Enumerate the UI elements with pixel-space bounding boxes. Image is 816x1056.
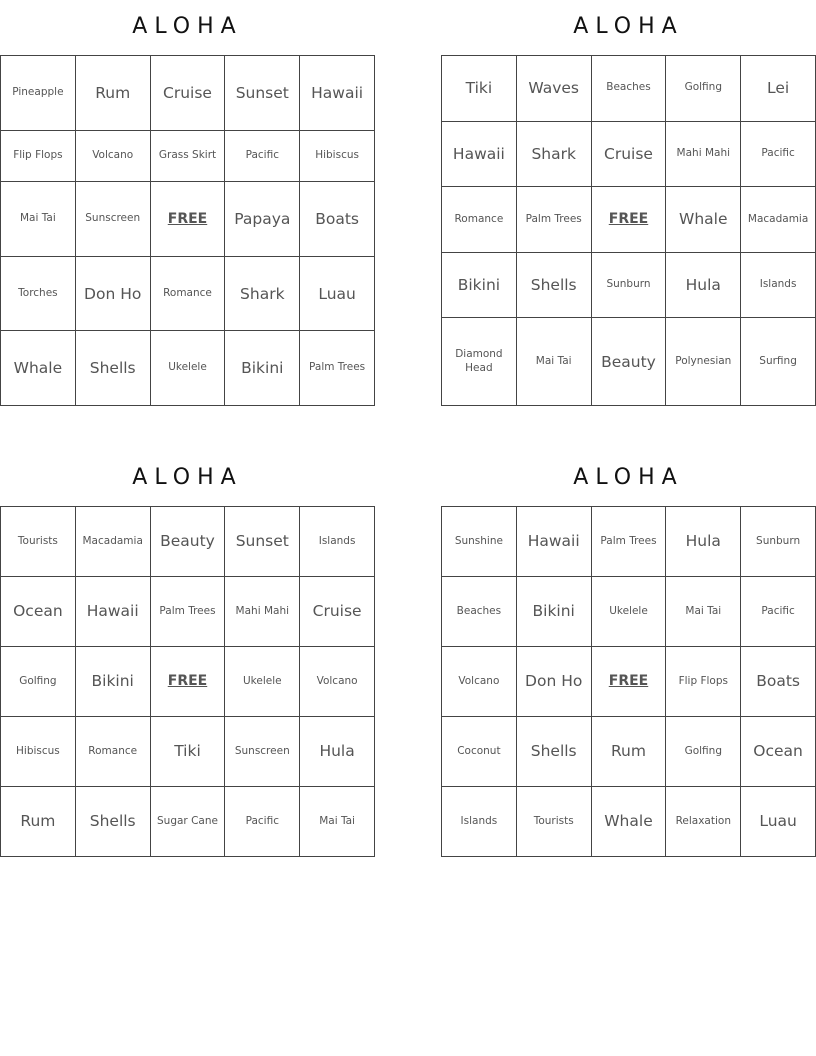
- bingo-cell: Rum: [591, 717, 666, 787]
- bingo-cell: Sugar Cane: [150, 787, 225, 857]
- bingo-cell: Romance: [75, 717, 150, 787]
- bingo-cell: Tiki: [442, 56, 517, 122]
- bingo-cell: Hula: [300, 717, 375, 787]
- grid-row: [442, 647, 816, 717]
- bingo-cell: Volcano: [442, 647, 517, 717]
- bingo-cell: Luau: [300, 256, 375, 331]
- bingo-cell: Pacific: [225, 787, 300, 857]
- bingo-cell: Islands: [741, 252, 816, 318]
- bingo-cell: Whale: [1, 331, 76, 406]
- bingo-cell: Luau: [741, 787, 816, 857]
- bingo-cell: Cruise: [591, 121, 666, 187]
- bingo-cell: Don Ho: [75, 256, 150, 331]
- bingo-cell: Pacific: [225, 130, 300, 182]
- bingo-cell: Beauty: [150, 507, 225, 577]
- grid-row: [442, 318, 816, 406]
- grid-row: [442, 717, 816, 787]
- bingo-cell: Cruise: [150, 56, 225, 131]
- bingo-cell: Mai Tai: [300, 787, 375, 857]
- bingo-cell: Shells: [516, 717, 591, 787]
- bingo-cell: Rum: [75, 56, 150, 131]
- bingo-cell: Hawaii: [516, 507, 591, 577]
- grid-row: [1, 507, 375, 577]
- bingo-cell: Sunscreen: [75, 182, 150, 257]
- grid-row: [1, 331, 375, 406]
- free-space-cell: FREE: [591, 647, 666, 717]
- card-title: ALOHA: [132, 14, 243, 39]
- bingo-cell: Bikini: [225, 331, 300, 406]
- bingo-grid: [441, 506, 816, 857]
- bingo-cell: Beaches: [442, 577, 517, 647]
- bingo-cell: Macadamia: [75, 507, 150, 577]
- bingo-grid: [441, 55, 816, 406]
- bingo-cell: Islands: [442, 787, 517, 857]
- bingo-cell: Mai Tai: [666, 577, 741, 647]
- bingo-cell: Boats: [741, 647, 816, 717]
- bingo-cell: Golfing: [666, 717, 741, 787]
- bingo-cell: Romance: [442, 187, 517, 253]
- bingo-cell: Diamond Head: [442, 318, 517, 406]
- card-title: ALOHA: [573, 465, 684, 490]
- bingo-cell: Hawaii: [300, 56, 375, 131]
- grid-row: [1, 182, 375, 257]
- bingo-cell: Polynesian: [666, 318, 741, 406]
- bingo-cell: Mai Tai: [1, 182, 76, 257]
- bingo-cell: Shells: [75, 787, 150, 857]
- bingo-cell: Ukelele: [150, 331, 225, 406]
- bingo-cell: Rum: [1, 787, 76, 857]
- bingo-cell: Waves: [516, 56, 591, 122]
- bingo-cell: Sunset: [225, 507, 300, 577]
- bingo-cell: Golfing: [666, 56, 741, 122]
- bingo-cell: Shells: [516, 252, 591, 318]
- bingo-cell: Macadamia: [741, 187, 816, 253]
- grid-row: [1, 130, 375, 182]
- bingo-cell: Whale: [591, 787, 666, 857]
- bingo-cell: Sunshine: [442, 507, 517, 577]
- bingo-cell: Sunburn: [741, 507, 816, 577]
- grid-row: [1, 787, 375, 857]
- bingo-cell: Hula: [666, 507, 741, 577]
- bingo-cell: Torches: [1, 256, 76, 331]
- card-title: ALOHA: [573, 14, 684, 39]
- bingo-cell: Pacific: [741, 121, 816, 187]
- bingo-cell: Shells: [75, 331, 150, 406]
- grid-row: [442, 252, 816, 318]
- bingo-cell: Flip Flops: [1, 130, 76, 182]
- bingo-cell: Beaches: [591, 56, 666, 122]
- bingo-cell: Mahi Mahi: [666, 121, 741, 187]
- bingo-cell: Mai Tai: [516, 318, 591, 406]
- bingo-cell: Shark: [225, 256, 300, 331]
- bingo-cell: Hibiscus: [300, 130, 375, 182]
- grid-row: [1, 717, 375, 787]
- bingo-cell: Romance: [150, 256, 225, 331]
- bingo-cell: Bikini: [442, 252, 517, 318]
- bingo-cell: Grass Skirt: [150, 130, 225, 182]
- grid-row: [442, 121, 816, 187]
- bingo-cell: Shark: [516, 121, 591, 187]
- bingo-cell: Whale: [666, 187, 741, 253]
- bingo-cell: Boats: [300, 182, 375, 257]
- bingo-grid: [0, 55, 375, 406]
- bingo-cell: Bikini: [75, 647, 150, 717]
- bingo-cell: Hula: [666, 252, 741, 318]
- bingo-cell: Tourists: [516, 787, 591, 857]
- bingo-cell: Mahi Mahi: [225, 577, 300, 647]
- bingo-cell: Beauty: [591, 318, 666, 406]
- bingo-cell: Volcano: [75, 130, 150, 182]
- bingo-cell: Pacific: [741, 577, 816, 647]
- bingo-cell: Coconut: [442, 717, 517, 787]
- free-space-cell: FREE: [150, 182, 225, 257]
- bingo-cell: Ocean: [741, 717, 816, 787]
- bingo-cell: Cruise: [300, 577, 375, 647]
- bingo-cell: Islands: [300, 507, 375, 577]
- grid-row: [442, 507, 816, 577]
- bingo-cell: Ukelele: [591, 577, 666, 647]
- bingo-cell: Tiki: [150, 717, 225, 787]
- bingo-cell: Don Ho: [516, 647, 591, 717]
- bingo-cell: Volcano: [300, 647, 375, 717]
- bingo-cell: Lei: [741, 56, 816, 122]
- bingo-cell: Hawaii: [442, 121, 517, 187]
- bingo-cell: Palm Trees: [300, 331, 375, 406]
- bingo-cell: Golfing: [1, 647, 76, 717]
- card-title: ALOHA: [132, 465, 243, 490]
- grid-row: [1, 647, 375, 717]
- grid-row: [1, 577, 375, 647]
- bingo-grid: [0, 506, 375, 857]
- bingo-cell: Tourists: [1, 507, 76, 577]
- bingo-cell: Ukelele: [225, 647, 300, 717]
- free-space-cell: FREE: [150, 647, 225, 717]
- grid-row: [1, 56, 375, 131]
- bingo-cell: Palm Trees: [516, 187, 591, 253]
- grid-row: [442, 187, 816, 253]
- grid-row: [442, 56, 816, 122]
- bingo-cell: Flip Flops: [666, 647, 741, 717]
- bingo-cell: Sunset: [225, 56, 300, 131]
- bingo-cell: Palm Trees: [591, 507, 666, 577]
- grid-row: [442, 577, 816, 647]
- bingo-cell: Sunburn: [591, 252, 666, 318]
- bingo-cell: Papaya: [225, 182, 300, 257]
- bingo-cell: Hawaii: [75, 577, 150, 647]
- grid-row: [1, 256, 375, 331]
- bingo-cell: Ocean: [1, 577, 76, 647]
- bingo-cell: Pineapple: [1, 56, 76, 131]
- grid-row: [442, 787, 816, 857]
- bingo-cell: Surfing: [741, 318, 816, 406]
- bingo-cell: Hibiscus: [1, 717, 76, 787]
- bingo-cell: Bikini: [516, 577, 591, 647]
- bingo-cell: Palm Trees: [150, 577, 225, 647]
- bingo-cell: Relaxation: [666, 787, 741, 857]
- bingo-cell: Sunscreen: [225, 717, 300, 787]
- free-space-cell: FREE: [591, 187, 666, 253]
